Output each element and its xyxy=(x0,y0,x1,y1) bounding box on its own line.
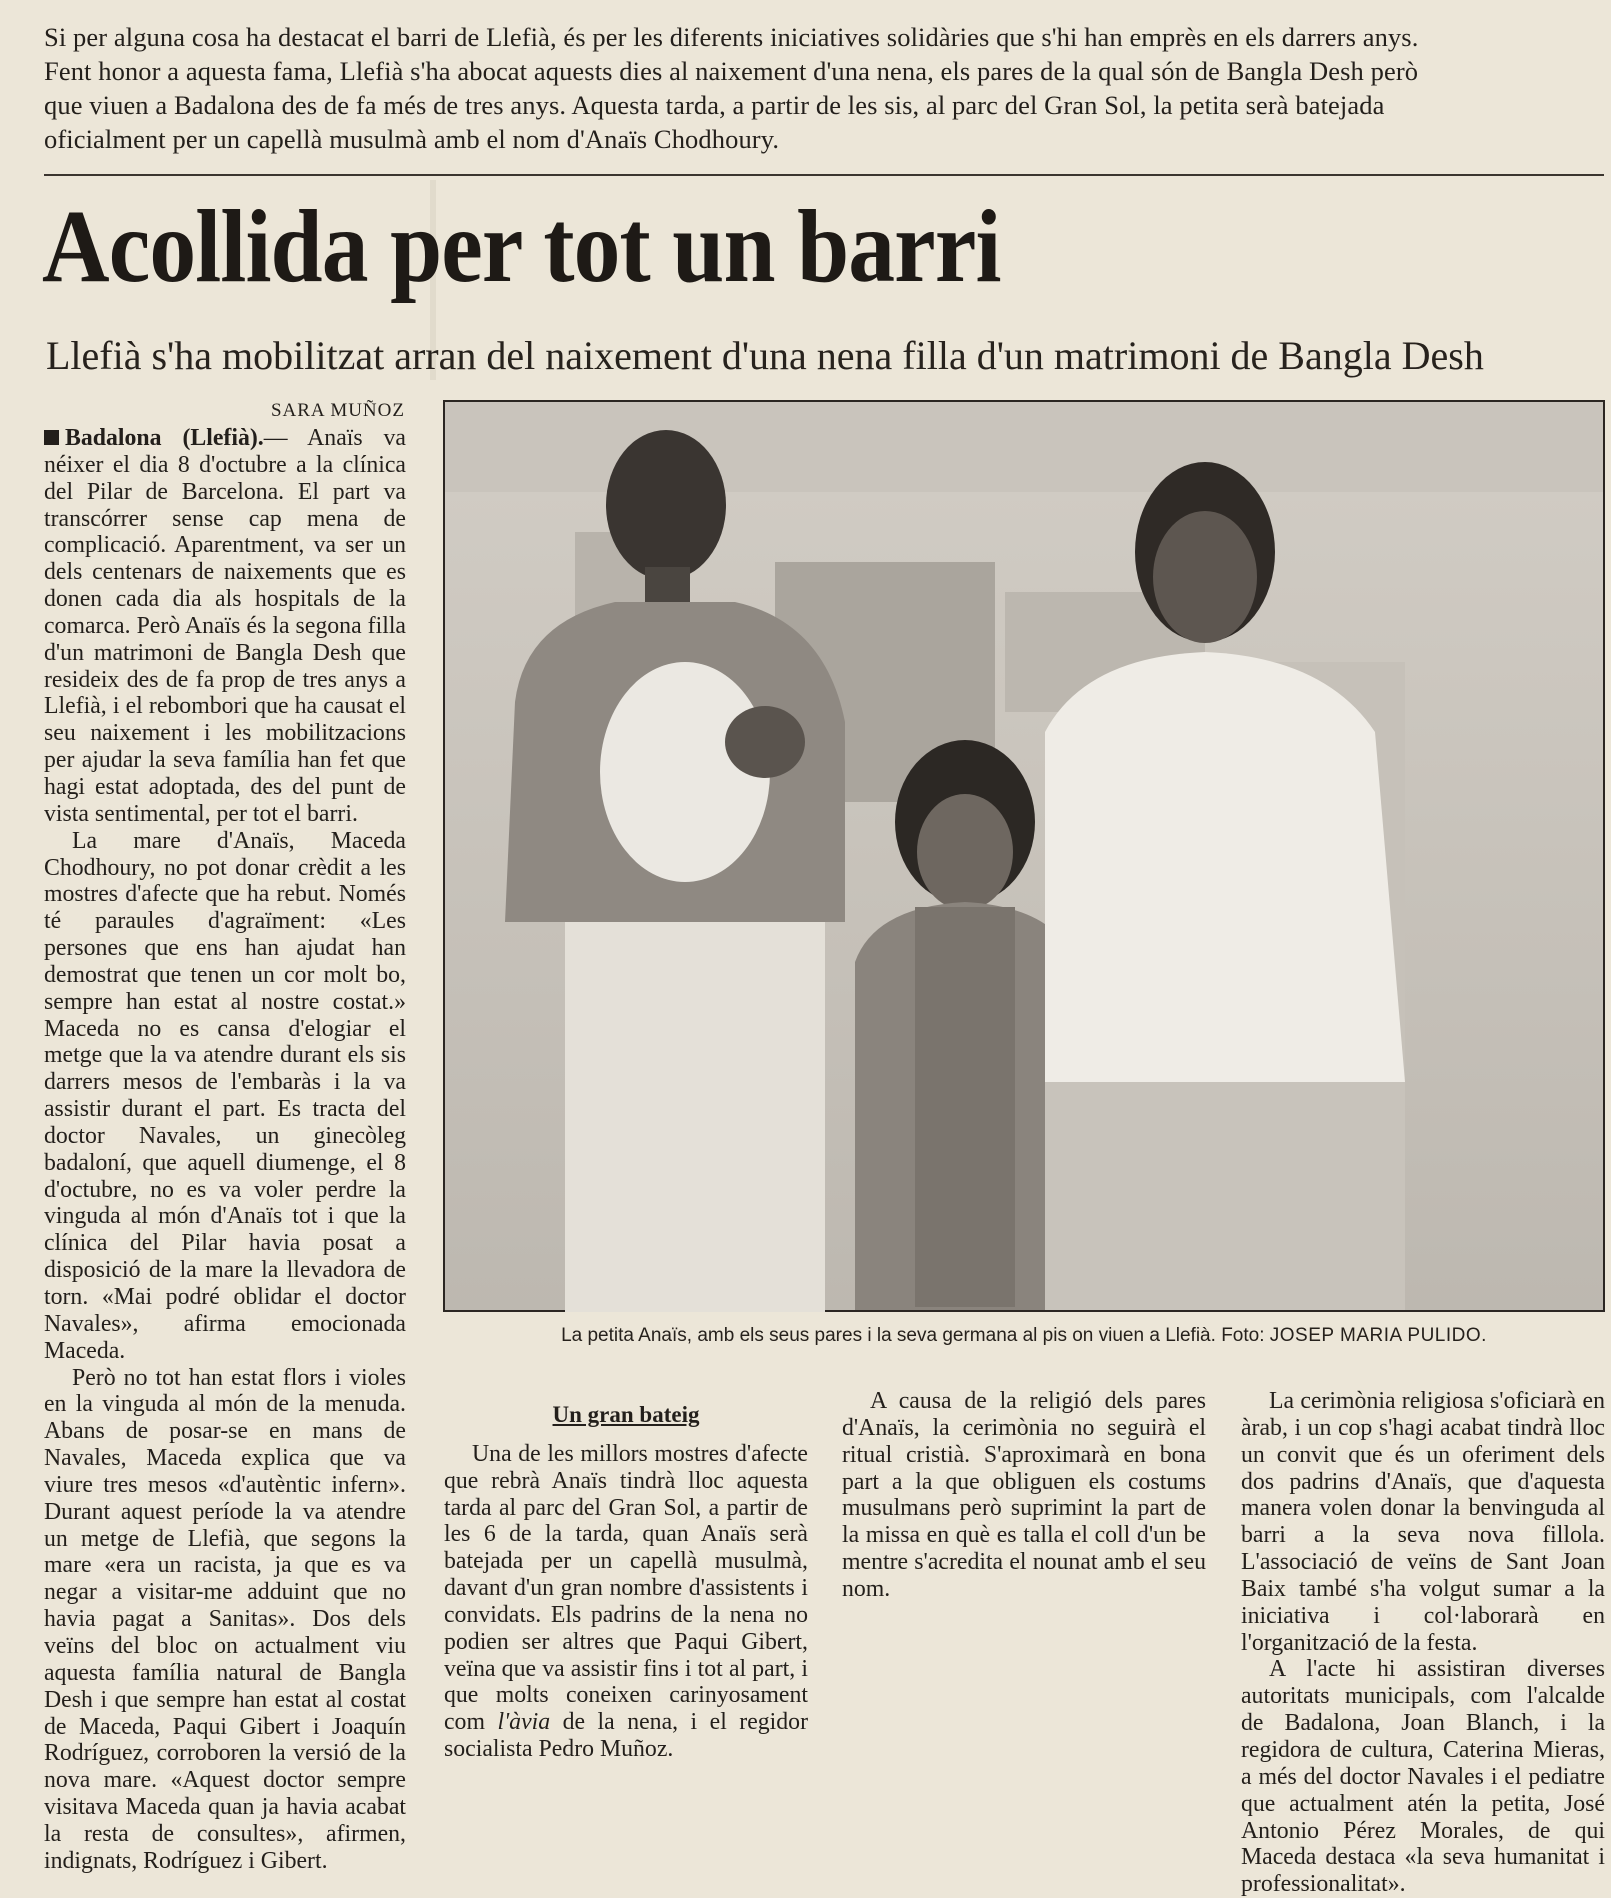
headline: Acollida per tot un barri xyxy=(42,189,1001,304)
paragraph-1-text: — Anaïs va néixer el dia 8 d'octubre a la clínica del Pilar de Barcelona. El part va transcórrer sense cap mena de complicació. Aparentment, va ser un dels centenars de naixements que es donen cada dia als hospitals de la comarca. Però Anaïs és la segona filla d'un matrimoni de Bangla Desh que resideix des de fa prop de tres anys a Llefià, i el rebombori que ha causat el seu naixement i les mobilitzacions per ajudar la seva família han fet que hagi estat adoptada, des del punt de vista sentimental, per tot el barri. xyxy=(44,425,406,827)
byline: SARA MUÑOZ xyxy=(270,400,405,421)
body-paragraph-2: La mare d'Anaïs, Maceda Chodhoury, no pot donar crèdit a les mostres d'afecte que ha rebut. Només té paraules d'agraïment: «Les persones que ens han ajudat han demostrat que tenen un cor molt bo, sempre han estat al nostre costat.» Maceda no es cansa d'elogiar el metge que la va atendre durant els sis darrers mesos de l'embaràs i la va assistir durant el part. Es tracta del doctor Navales, un ginecòleg badaloní, que aquell diumenge, el 8 d'octubre, no es va voler perdre la vinguda al món d'Anaïs tot i que la clínica del Pilar havia posat a disposició de la mare la llevadora de torn. «Mai podré oblidar el doctor Navales», afirma emocionada Maceda. xyxy=(44,827,406,1364)
family-photo xyxy=(443,400,1605,1312)
body-column-2 xyxy=(444,1388,808,1846)
dateline: Badalona (Llefià). xyxy=(65,425,264,451)
body-paragraph-4 xyxy=(444,1441,808,1763)
section-rule xyxy=(44,174,1604,176)
subheadline: Llefià s'ha mobilitzat arran del naixement d'una nena filla d'un matrimoni de Bangla Desh xyxy=(46,333,1484,378)
lead-text: Si per alguna cosa ha destacat el barri de Llefià, és per les diferents iniciatives solidàries que s'hi han emprès en els darrers anys. Fent honor a aquesta fama, Llefià s'ha abocat aquests dies al naixement d'una nena, els pares de la qual són de Bangla Desh però que viuen a Badalona des de fa més de tres anys. Aquesta tarda, a partir de les sis, al parc del Gran Sol, la petita serà batejada oficialment per un capellà musulmà amb el nom d'Anaïs Chodhoury. xyxy=(44,22,1419,154)
paragraph-4-text: Una de les millors mostres d'afecte que rebrà Anaïs tindrà lloc aquesta tarda al parc del Gran Sol, a partir de les 6 de la tarda, quan Anaïs serà batejada per un capellà musulmà, davant d'un gran nombre d'assistents i convidats. Els padrins de la nena no podien ser altres que Paqui Gibert, veïna que va assistir fins i tot al part, i que molts coneixen carinyosament com xyxy=(444,1440,808,1736)
caption-text: La petita Anaïs, amb els seus pares i la seva germana al pis on viuen a Llefià. xyxy=(561,1325,1216,1346)
paragraph-4-end: de la nena, i el regidor socialista Pedro Muñoz. xyxy=(444,1709,809,1763)
body-paragraph-3: Però no tot han estat flors i violes en la vinguda al món de la menuda. Abans de posar-se en mans de Navales, Maceda explica que va viure tres mesos «d'autèntic infern». Durant aquest període la va atendre un metge de Llefià, que segons la mare «era un racista, ja que es va negar a visitar-me adduint que no havia pagat a Sanitas». Dos dels veïns del bloc on actualment viu aquesta família natural de Bangla Desh i que sempre han estat al costat de Maceda, Paqui Gibert i Joaquín Rodríguez, corroboren la versió de la nova mare. «Aquest doctor sempre visitava Maceda quan ja havia acabat la resta de consultes», afirmen, indignats, Rodríguez i Gibert. xyxy=(44,1364,406,1874)
dateline-square-icon xyxy=(44,430,59,445)
photo-caption xyxy=(443,1325,1605,1347)
photo-credit: JOSEP MARIA PULIDO. xyxy=(1269,1325,1487,1346)
body-column-1 xyxy=(44,425,406,1874)
lead-paragraph xyxy=(44,20,1424,156)
paragraph-4-italic: l'àvia xyxy=(497,1709,551,1736)
body-paragraph-6: La cerimònia religiosa s'oficiarà en àrab, i un cop s'hagi acabat tindrà lloc un convit que és un oferiment dels dos padrins d'Anaïs, que d'aquesta manera volen donar la benvinguda al barri a la seva nova fillola. L'associació de veïns de Sant Joan Baix també s'ha volgut sumar a la iniciativa i col·laborarà en l'organització de la festa. xyxy=(1241,1388,1605,1656)
crosshead: Un gran bateig xyxy=(552,1402,700,1427)
body-column-4 xyxy=(1241,1388,1605,1898)
body-paragraph-5: A causa de la religió dels pares d'Anaïs, la cerimònia no seguirà el ritual cristià. S'aproximarà en bona part a la que obliguen els costums musulmans però suprimint la part de la missa en què es talla el coll d'un be mentre s'acredita el nounat amb el seu nom. xyxy=(842,1388,1206,1602)
family-photo-illustration xyxy=(445,402,1603,1310)
credit-label: Foto: xyxy=(1221,1325,1265,1346)
body-paragraph-1 xyxy=(44,425,406,828)
body-paragraph-7: A l'acte hi assistiran diverses autoritats municipals, com l'alcalde de Badalona, Joan Blanch, i la regidora de cultura, Caterina Mieras, a més del doctor Navales i el pediatre que actualment atén la petita, José Antonio Pérez Morales, de qui Maceda destaca «la seva humanitat i professionalitat». xyxy=(1241,1656,1605,1898)
body-column-3 xyxy=(842,1388,1206,1846)
